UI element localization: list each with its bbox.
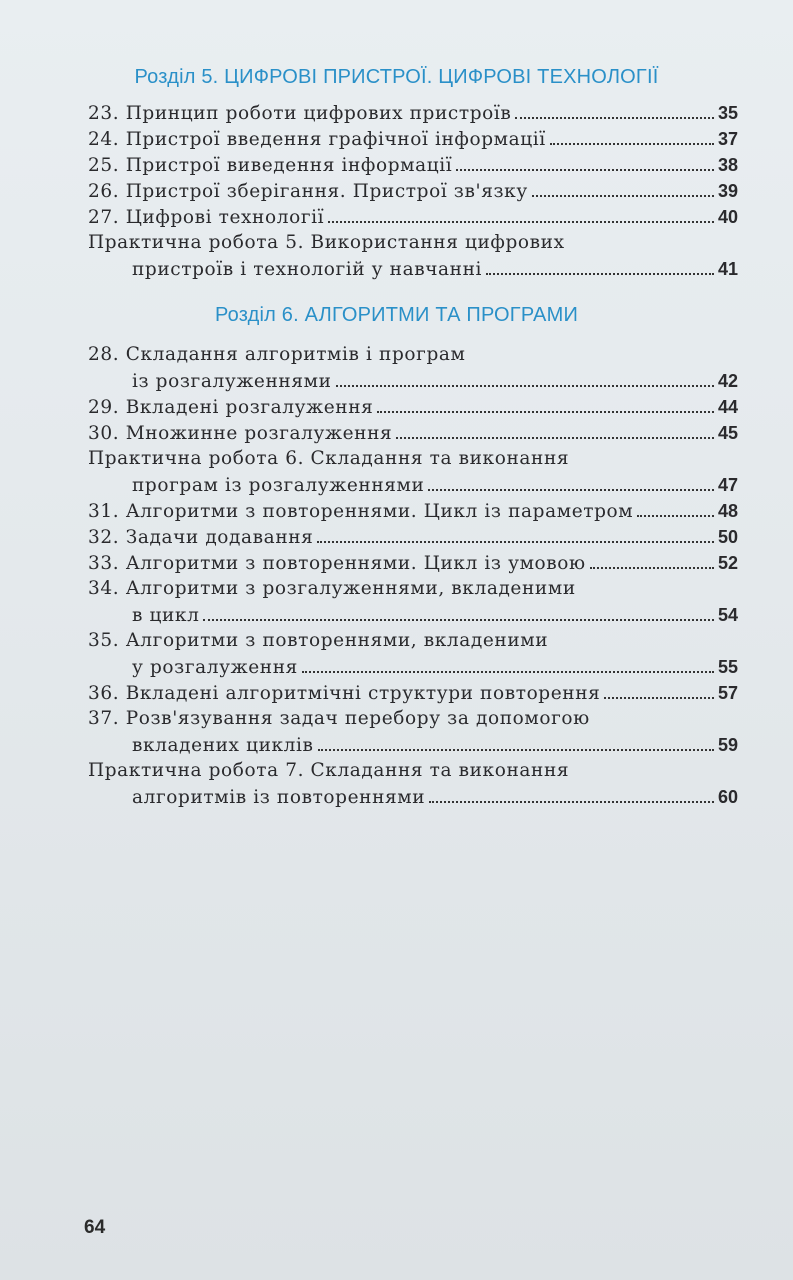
toc-entry-title: 37. Розв'язування задач перебору за допомогою [88, 708, 590, 729]
toc-entry [88, 524, 738, 550]
toc-entry [88, 758, 738, 810]
toc-entry-title: 32. Задачи додавання [88, 527, 314, 548]
dot-leader [429, 801, 714, 803]
dot-leader [637, 515, 714, 517]
toc-entry [88, 178, 738, 204]
dot-leader [590, 567, 714, 569]
dot-leader [302, 671, 714, 673]
toc-entry [88, 420, 738, 446]
toc-entry-title: 28. Складання алгоритмів і програм [88, 344, 466, 365]
dot-leader [604, 697, 714, 699]
toc-entry-title: 25. Пристрої виведення інформації [88, 155, 453, 176]
toc-entry-title: із розгалуженнями [132, 371, 332, 392]
page-number: 64 [84, 1217, 106, 1238]
dot-leader [396, 437, 714, 439]
toc-entry [88, 394, 738, 420]
dot-leader [377, 411, 714, 413]
toc-entry-title: програм із розгалуженнями [132, 475, 425, 496]
toc-page-number: 45 [717, 423, 738, 443]
toc-page-number: 52 [717, 553, 738, 573]
toc-page-number: 48 [717, 501, 738, 521]
toc-entry [88, 550, 738, 576]
toc-entry [88, 342, 738, 394]
toc-entry [88, 152, 738, 178]
toc-entry-title: алгоритмів із повтореннями [132, 787, 426, 808]
toc-entry-title: Практична робота 6. Складання та виконання [88, 448, 570, 469]
toc-page-number: 39 [717, 181, 738, 201]
toc-entry-title: 31. Алгоритми з повтореннями. Цикл із параметром [88, 501, 634, 522]
toc-entry-title: пристроїв і технологій у навчанні [132, 259, 483, 280]
section-5-toc [88, 100, 738, 282]
toc-entry [88, 680, 738, 706]
toc-entry-title: 30. Множинне розгалуження [88, 423, 393, 444]
dot-leader [550, 143, 714, 145]
toc-entry-title: Практична робота 7. Складання та виконання [88, 760, 570, 781]
toc-page-number: 38 [717, 155, 738, 175]
toc-entry-title: 27. Цифрові технології [88, 207, 325, 228]
toc-page-number: 37 [717, 129, 738, 149]
toc-entry-title: 29. Вкладені розгалуження [88, 397, 374, 418]
dot-leader [486, 273, 714, 275]
toc-page-number: 60 [717, 787, 738, 807]
toc-entry [88, 100, 738, 126]
toc-page-number: 35 [717, 103, 738, 123]
toc-page-number: 40 [717, 207, 738, 227]
toc-page-number: 57 [717, 683, 738, 703]
toc-entry [88, 498, 738, 524]
section-6-title: Розділ 6. АЛГОРИТМИ ТА ПРОГРАМИ [214, 304, 579, 326]
toc-entry [88, 628, 738, 680]
toc-page-number: 54 [717, 605, 738, 625]
dot-leader [203, 619, 714, 621]
section-6-toc [88, 342, 738, 810]
toc-entry [88, 126, 738, 152]
dot-leader [532, 195, 714, 197]
toc-entry-title: 33. Алгоритми з повтореннями. Цикл із умовою [88, 553, 586, 574]
toc-entry-title: 24. Пристрої введення графічної інформації [88, 129, 546, 150]
toc-entry-title: 23. Принцип роботи цифрових пристроїв [88, 103, 512, 124]
toc-entry [88, 446, 738, 498]
toc-entry-title: 26. Пристрої зберігання. Пристрої зв'язку [88, 181, 528, 202]
toc-page-number: 42 [717, 371, 738, 391]
toc-entry-title: Практична робота 5. Використання цифрових [88, 232, 565, 253]
toc-page-number: 41 [717, 259, 738, 279]
dot-leader [336, 385, 714, 387]
toc-entry-title: у розгалуження [132, 657, 298, 678]
dot-leader [317, 541, 714, 543]
toc-entry-title: вкладених циклів [132, 735, 314, 756]
dot-leader [318, 749, 714, 751]
toc-entry-title: 35. Алгоритми з повтореннями, вкладеними [88, 630, 549, 651]
toc-entry-title: в цикл [132, 605, 200, 626]
toc-entry [88, 576, 738, 628]
toc-page-number: 55 [717, 657, 738, 677]
toc-page-number: 44 [717, 397, 738, 417]
toc-entry [88, 204, 738, 230]
toc-page-number: 50 [717, 527, 738, 547]
toc-entry-title: 36. Вкладені алгоритмічні структури повторення [88, 683, 601, 704]
dot-leader [428, 489, 713, 491]
dot-leader [456, 169, 714, 171]
toc-entry [88, 230, 738, 282]
toc-entry-title: 34. Алгоритми з розгалуженнями, вкладеними [88, 578, 576, 599]
toc-entry [88, 706, 738, 758]
dot-leader [515, 117, 714, 119]
dot-leader [328, 221, 714, 223]
toc-page-number: 59 [717, 735, 738, 755]
toc-page-number: 47 [717, 475, 738, 495]
section-5-title: Розділ 5. ЦИФРОВІ ПРИСТРОЇ. ЦИФРОВІ ТЕХНОЛОГІЇ [134, 66, 659, 88]
